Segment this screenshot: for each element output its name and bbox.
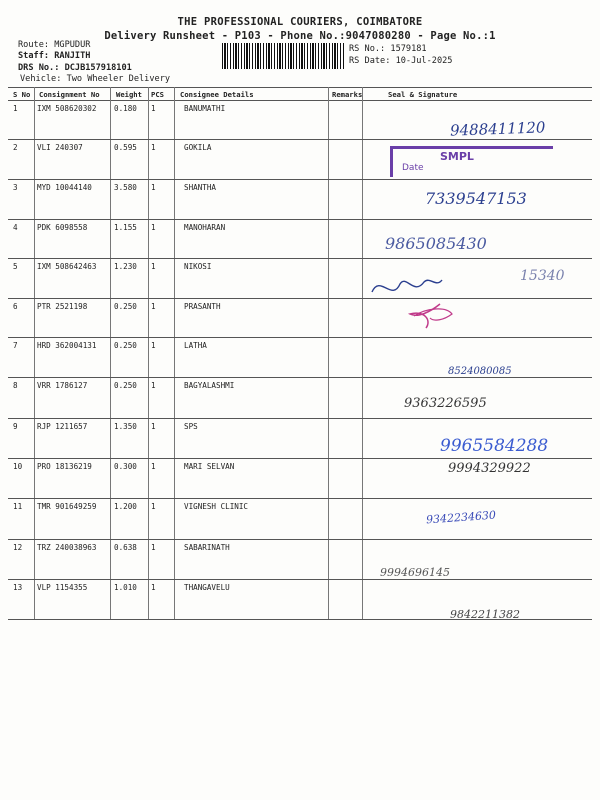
row-2-consignment: VLI 240307 [37,143,83,152]
row-12-weight: 0.638 [114,543,137,552]
row-6-consignment: PTR 2521198 [37,302,88,311]
row-13-weight: 1.010 [114,583,137,592]
vehicle-label: Vehicle: Two Wheeler Delivery [20,74,171,84]
row-11-consignment: TMR 901649259 [37,502,97,511]
row-7-consignment: HRD 362004131 [37,341,97,350]
barcode [222,43,344,69]
table-top-border [8,87,592,88]
row-10-signature: 9994329922 [448,461,531,476]
rs-number: RS No.: 1579181 [349,44,427,54]
row-separator [8,337,592,338]
row-13-signature: 9842211382 [450,608,520,621]
row-5-consignment: IXM 508642463 [37,262,97,271]
row-1-sno: 1 [13,104,18,113]
row-7-consignee: LATHA [184,341,207,350]
row-7-sno: 7 [13,341,18,350]
row-3-consignment: MYD 10044140 [37,183,92,192]
col-header-consignment: Consignment No [39,90,100,99]
row-4-consignment: PDK 6098558 [37,223,88,232]
row-11-pcs: 1 [151,502,156,511]
col-header-pcs: PCS [151,90,164,99]
col-header-seal: Seal & Signature [388,90,458,99]
row-4-sno: 4 [13,223,18,232]
row-10-consignment: PRO 18136219 [37,462,92,471]
row-8-consignee: BAGYALASHMI [184,381,235,390]
row-8-consignment: VRR 1786127 [37,381,88,390]
row-separator [8,377,592,378]
row-9-pcs: 1 [151,422,156,431]
row-10-weight: 0.300 [114,462,137,471]
row-4-consignee: MANOHARAN [184,223,226,232]
page-title: THE PROFESSIONAL COURIERS, COIMBATORE [177,16,423,28]
row-9-consignee: SPS [184,422,198,431]
row-2-pcs: 1 [151,143,156,152]
row-13-consignment: VLP 1154355 [37,583,88,592]
row-6-sno: 6 [13,302,18,311]
row-8-pcs: 1 [151,381,156,390]
row-9-sno: 9 [13,422,18,431]
staff-label: Staff: RANJITH [18,51,91,61]
row-6-weight: 0.250 [114,302,137,311]
row-separator [8,219,592,220]
row-6-pcs: 1 [151,302,156,311]
row-10-sno: 10 [13,462,23,471]
route-label: Route: MGPUDUR [18,40,91,50]
row-11-consignee: VIGNESH CLINIC [184,502,249,511]
row-4-weight: 1.155 [114,223,137,232]
row-11-signature: 9342234630 [425,508,497,527]
row-4-signature: 9865085430 [385,234,487,253]
row-3-pcs: 1 [151,183,156,192]
row-9-weight: 1.350 [114,422,137,431]
row-12-consignment: TRZ 240038963 [37,543,97,552]
row-13-pcs: 1 [151,583,156,592]
row-8-signature: 9363226595 [404,396,487,411]
row-separator [8,458,592,459]
row-3-consignee: SHANTHA [184,183,217,192]
row-12-pcs: 1 [151,543,156,552]
row-5-signature: 15340 [520,268,565,284]
row-11-weight: 1.200 [114,502,137,511]
row-separator [8,258,592,259]
row-9-consignment: RJP 1211657 [37,422,88,431]
row-5-consignee: NIKOSI [184,262,212,271]
row-10-pcs: 1 [151,462,156,471]
row-separator [8,539,592,540]
col-header-remarks: Remarks [332,90,363,99]
row-1-pcs: 1 [151,104,156,113]
row-separator [8,139,592,140]
row-1-consignee: BANUMATHI [184,104,226,113]
row-3-sno: 3 [13,183,18,192]
row-8-weight: 0.250 [114,381,137,390]
row-2-weight: 0.595 [114,143,137,152]
row-2-sno: 2 [13,143,18,152]
table-header-border [8,100,592,101]
row-separator [8,498,592,499]
col-header-sno: S No [13,90,31,99]
row-4-pcs: 1 [151,223,156,232]
row-1-weight: 0.180 [114,104,137,113]
col-header-weight: Weight [116,90,142,99]
table-bottom-border [8,619,592,620]
row-separator [8,179,592,180]
row-1-consignment: IXM 508620302 [37,104,97,113]
runsheet-subtitle: Delivery Runsheet - P103 - Phone No.:9047080280 - Page No.:1 [104,30,496,42]
row-8-sno: 8 [13,381,18,390]
row-7-weight: 0.250 [114,341,137,350]
stamp-name: SMPL [440,150,474,163]
row-10-consignee: MARI SELVAN [184,462,235,471]
row-separator [8,579,592,580]
row-3-weight: 3.580 [114,183,137,192]
col-header-consignee: Consignee Details [180,90,254,99]
row-3-signature: 7339547153 [425,189,527,208]
row-6-consignee: PRASANTH [184,302,221,311]
row-5-6-signature-scribble [370,262,540,342]
stamp-date-label: Date [402,163,424,173]
row-1-signature: 9488411120 [449,118,546,140]
row-7-pcs: 1 [151,341,156,350]
row-13-sno: 13 [13,583,23,592]
row-separator [8,418,592,419]
row-13-consignee: THANGAVELU [184,583,230,592]
drs-number: DRS No.: DCJB157918101 [18,63,132,73]
row-5-weight: 1.230 [114,262,137,271]
row-11-sno: 11 [13,502,23,511]
row-12-consignee: SABARINATH [184,543,230,552]
row-9-signature: 9965584288 [440,436,549,456]
row-12-sno: 12 [13,543,23,552]
row-7-signature: 8524080085 [448,366,512,377]
row-5-sno: 5 [13,262,18,271]
rs-date: RS Date: 10-Jul-2025 [349,56,453,66]
row-12-signature: 9994696145 [380,566,450,579]
row-5-pcs: 1 [151,262,156,271]
row-2-consignee: GOKILA [184,143,212,152]
